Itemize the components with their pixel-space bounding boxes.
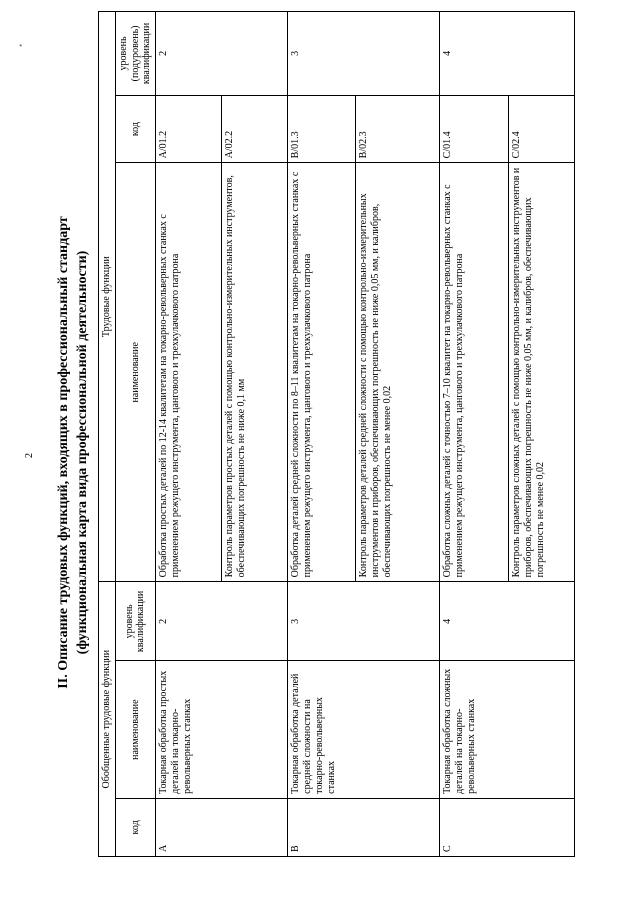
generalized-function-level: 2	[156, 582, 288, 661]
labor-function-level: 4	[440, 12, 575, 96]
labor-function-name: Контроль параметров сложных деталей с помощью контрольно-измерительных инструментов и приборов, обеспечивающих погрешность не ниже 0,05 мм, и калибров, обеспечивающих погрешность не менее 0,02	[509, 163, 575, 582]
generalized-function-code: A	[156, 798, 288, 856]
header-level: уровень квалификации	[115, 582, 155, 661]
header-name: наименование	[115, 661, 155, 798]
header-function-code: код	[115, 95, 155, 163]
labor-function-name: Контроль параметров деталей средней сложности с помощью контрольно-измерительных инструментов и приборов, обеспечивающих погрешность не ниже 0,05 мм, и калибров, обеспечивающих погрешность не менее 0,02	[356, 163, 440, 582]
table-row	[156, 12, 222, 857]
labor-function-name: Контроль параметров простых деталей с помощью контрольно-измерительных инструментов, обеспечивающих погрешность не ниже 0,1 мм	[222, 163, 288, 582]
page-number: 2	[24, 453, 35, 458]
table-row	[440, 12, 509, 857]
header-generalized-functions: Обобщенные трудовые функции	[99, 582, 116, 857]
generalized-function-code: B	[288, 798, 440, 856]
section-title: II. Описание трудовых функций, входящих в профессиональный стандарт	[56, 216, 71, 689]
functional-map-table	[98, 11, 575, 857]
labor-function-code: C/02.4	[509, 95, 575, 163]
labor-function-name: Обработка простых деталей по 12-14 квалитетам на токарно-револьверных станках с применением режущего инструмента, цангового и трехкулачкового патрона	[156, 163, 222, 582]
labor-function-code: B/01.3	[288, 95, 356, 163]
generalized-function-level: 3	[288, 582, 440, 661]
header-function-name: наименование	[115, 163, 155, 582]
labor-function-name: Обработка сложных деталей с точностью 7–10 квалитет на токарно-револьверных станках с применением режущего инструмента, цангового и трехкулачкового патрона	[440, 163, 509, 582]
generalized-function-name: Токарная обработка сложных деталей на токарно-револьверных станках	[440, 661, 575, 798]
labor-function-code: A/01.2	[156, 95, 222, 163]
generalized-function-name: Токарная обработка деталей средней сложности на токарно-револьверных станках	[288, 661, 440, 798]
table-row	[288, 12, 356, 857]
section-subtitle: (функциональная карта вида профессиональной деятельности)	[75, 250, 90, 655]
labor-function-code: B/02.3	[356, 95, 440, 163]
labor-function-level: 2	[156, 12, 288, 96]
generalized-function-code: C	[440, 798, 575, 856]
labor-function-level: 3	[288, 12, 440, 96]
header-labor-functions: Трудовые функции	[99, 12, 116, 582]
generalized-function-name: Токарная обработка простых деталей на токарно-револьверных станках	[156, 661, 288, 798]
corner-mark: •	[16, 43, 26, 47]
labor-function-code: A/02.2	[222, 95, 288, 163]
table-column-header-row	[115, 12, 155, 857]
labor-function-name: Обработка деталей средней сложности по 8–11 квалитетам на токарно-револьверных станках с применением режущего инструмента, цангового и трехкулачкового патрона	[288, 163, 356, 582]
header-function-level: уровень (подуровень) квалификации	[115, 12, 155, 96]
labor-function-code: C/01.4	[440, 95, 509, 163]
header-code: код	[115, 798, 155, 856]
table-group-header-row	[99, 12, 116, 857]
generalized-function-level: 4	[440, 582, 575, 661]
